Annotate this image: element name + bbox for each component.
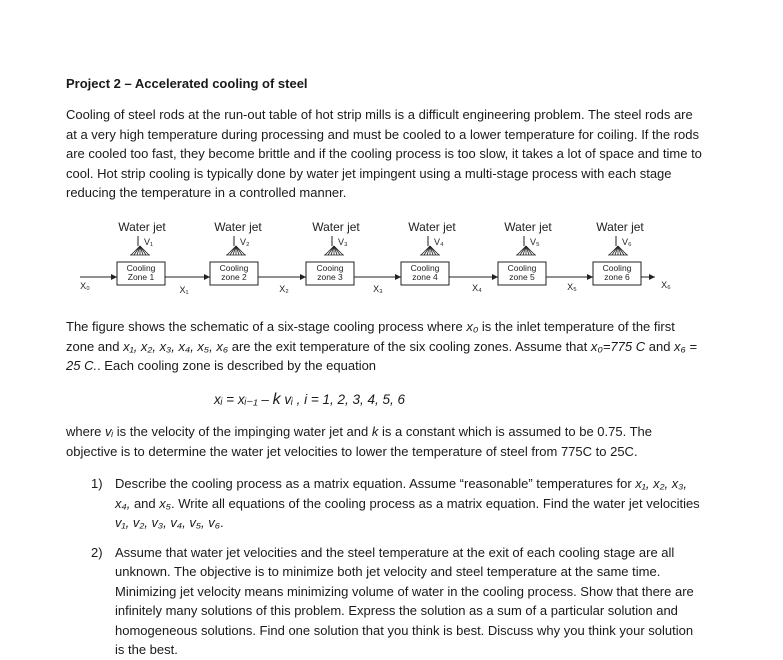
water-jet-label: Water jet — [504, 220, 552, 234]
water-jet-label: Water jet — [312, 220, 360, 234]
spray-line — [612, 246, 618, 255]
velocity-label: V₆ — [622, 237, 632, 247]
flow-arrowhead — [395, 274, 401, 280]
cooling-equation: xᵢ = xᵢ₋₁ – k vᵢ , i = 1, 2, 3, 4, 5, 6 — [214, 391, 406, 408]
zone-label: Cooling — [219, 263, 249, 273]
objective-paragraph: where vᵢ is the velocity of the impinging water jet and k is a constant which is assumed to be 0.75. The objective is to determine the water jet velocities to lower the temperature of steel from 775C to 25C. — [66, 424, 652, 459]
zone-label: zone 5 — [509, 272, 535, 282]
zone-label: Cooling — [126, 263, 156, 273]
velocity-label: V₃ — [338, 237, 348, 247]
temperature-label: X₁ — [179, 285, 189, 295]
flow-arrowhead — [649, 274, 655, 280]
zone-label: Zone 1 — [127, 272, 155, 282]
temperature-label: X₆ — [661, 280, 671, 290]
flow-arrowhead — [492, 274, 498, 280]
water-jet-label: Water jet — [214, 220, 262, 234]
page-title: Project 2 – Accelerated cooling of steel — [66, 76, 308, 91]
spray-line — [328, 246, 334, 255]
water-jet-label: Water jet — [408, 220, 456, 234]
zone-label: Cooling — [410, 263, 440, 273]
zone-label: zone 3 — [317, 272, 343, 282]
velocity-label: V₄ — [434, 237, 444, 247]
flow-arrowhead — [111, 274, 117, 280]
temperature-label: X₂ — [279, 284, 289, 294]
velocity-label: V₅ — [530, 237, 540, 247]
spray-line — [134, 246, 140, 255]
zone-label: zone 4 — [412, 272, 438, 282]
list-item: 1) Describe the cooling process as a matrix equation. Assume “reasonable” temperatures for x₁, x₂, x₃, x₄, and x₅. Write all equations of the cooling process as a matrix equation. Find the water jet velocities v₁, v₂, v₃, v₄, v₅, v₆. — [91, 476, 700, 530]
zone-label: zone 2 — [221, 272, 247, 282]
water-jet-label: Water jet — [118, 220, 166, 234]
intro-paragraph: Cooling of steel rods at the run-out table of hot strip mills is a difficult engineering problem. The steel rods are at a very high temperature during processing and must be cooled to a lower temperature for coiling. If the rods are cooled too fast, they become brittle and if the cooling process is too slow, it takes a lot of space and time to cool. Hot strip cooling is typically done by water jet impingent using a multi-stage process with each stage reducing the temperature in a controlled manner. — [66, 107, 702, 200]
spray-line — [424, 246, 430, 255]
list-item: 2) Assume that water jet velocities and the steel temperature at the exit of each cooling stage are all unknown. The objective is to minimize both jet velocity and steel temperature at the same time. Minimizing jet velocity means minimizing volume of water in the cooling process. Show that there are infinitely many solutions of this problem. Express the solution as a sum of a particular solution and homogeneous solutions. Find one solution that you think is best. Discuss why you think your solution is the best. — [91, 544, 694, 657]
velocity-label: V₂ — [240, 237, 250, 247]
spray-line — [230, 246, 236, 255]
spray-line — [520, 246, 526, 255]
flow-arrowhead — [587, 274, 593, 280]
temperature-label: X₃ — [373, 284, 383, 294]
flow-arrowhead — [300, 274, 306, 280]
figure-description: The figure shows the schematic of a six-stage cooling process where x₀ is the inlet temperature of the first zone and x₁, x₂, x₃, x₄, x₅, x₆ are the exit temperature of the six cooling zones. Assume that x₀=775 C and x₆ = 25 C.. Each cooling zone is described by the equation — [66, 319, 697, 373]
temperature-label: X₀ — [80, 281, 90, 291]
temperature-label: X₅ — [567, 282, 577, 292]
zone-label: Cooling — [507, 263, 537, 273]
zone-label: zone 6 — [604, 272, 630, 282]
task-list — [66, 474, 702, 660]
zone-label: Cooing — [316, 263, 344, 273]
temperature-label: X₄ — [472, 283, 482, 293]
flow-arrowhead — [204, 274, 210, 280]
velocity-label: V₁ — [144, 237, 154, 247]
water-jet-label: Water jet — [596, 220, 644, 234]
zone-label: Cooling — [602, 263, 632, 273]
